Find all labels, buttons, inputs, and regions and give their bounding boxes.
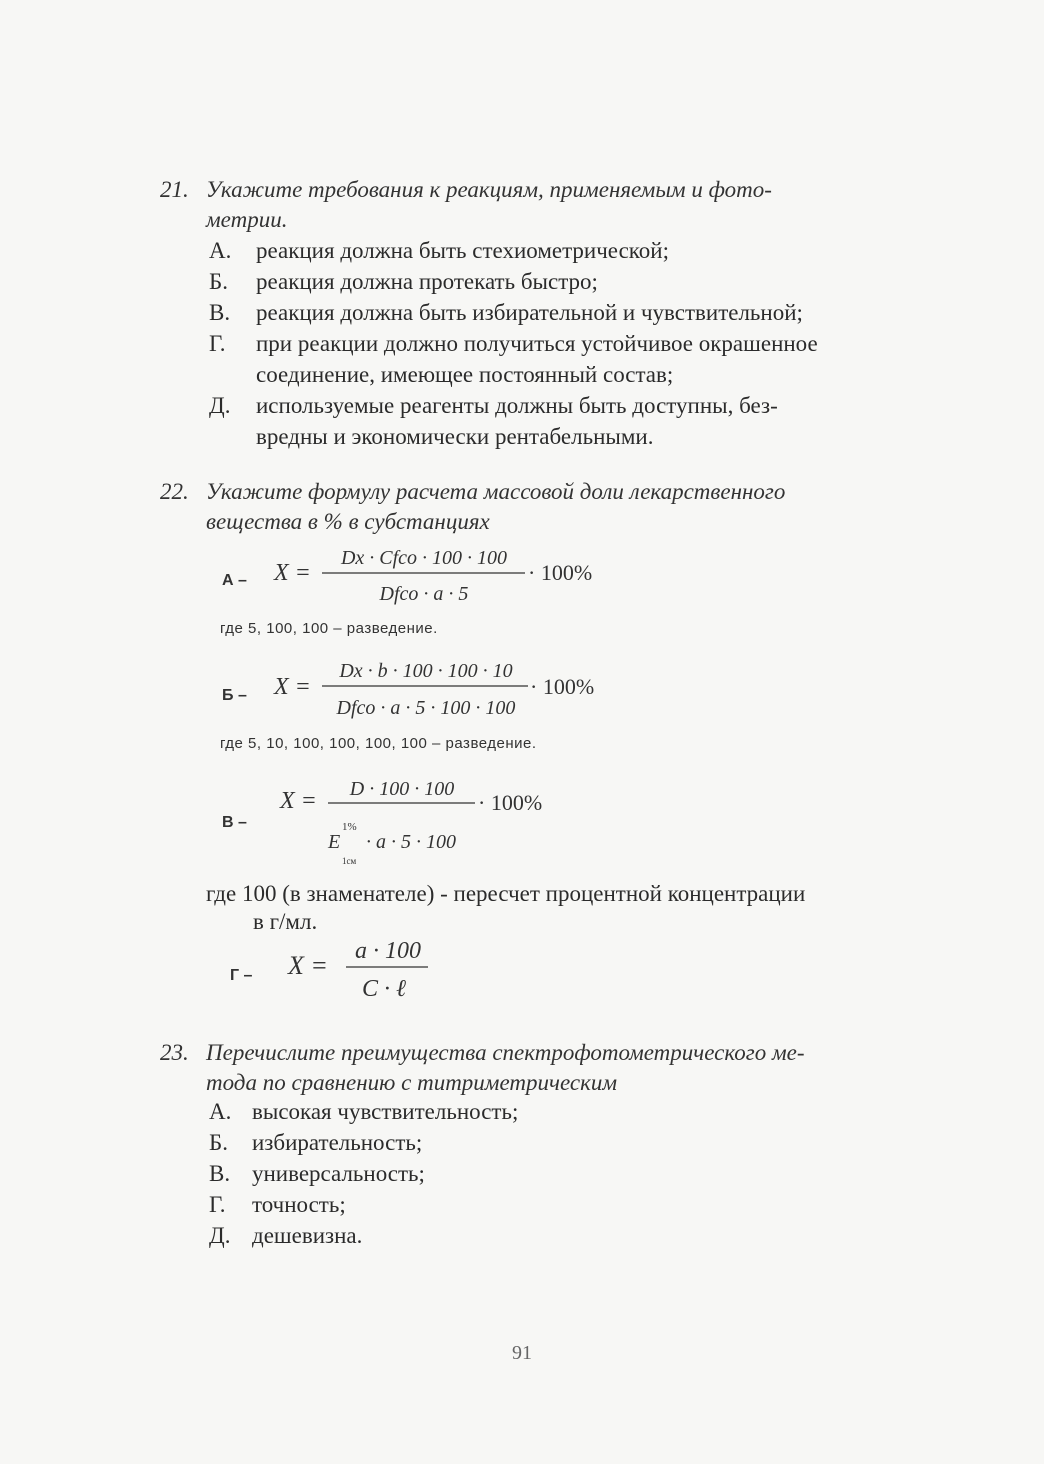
option-text: универсальность; — [252, 1161, 425, 1186]
formula-denominator: Dfco · a · 5 — [379, 583, 469, 605]
option-text: высокая чувствительность; — [252, 1099, 519, 1124]
question-number: 22. — [160, 479, 189, 504]
question-title-line: Перечислите преимущества спектрофотометрического ме- — [206, 1040, 805, 1065]
option-text: реакция должна протекать быстро; — [256, 269, 598, 294]
formula-tail: · 100% — [478, 790, 543, 815]
question-number: 21. — [160, 177, 189, 202]
formula-a — [270, 540, 610, 610]
formula-lhs: X = — [288, 951, 328, 980]
formula-a-label: А – — [222, 572, 247, 589]
option-letter: Б. — [209, 1130, 228, 1155]
formula-c-label: В – — [222, 814, 247, 831]
formula-numerator: a · 100 — [355, 938, 421, 964]
formula-denominator-superscript: 1% — [342, 821, 357, 833]
option-letter: Д. — [209, 393, 231, 418]
formula-numerator: Dx · Cfco · 100 · 100 — [340, 547, 508, 569]
formula-lhs: X = — [274, 560, 311, 586]
formula-denominator-e: E — [328, 831, 341, 853]
option-text: реакция должна быть избирательной и чувствительной; — [256, 300, 803, 325]
formula-lhs: X = — [274, 674, 311, 700]
formula-tail: · 100% — [530, 674, 595, 699]
formula-d-label: Г – — [230, 967, 253, 984]
formula-c — [270, 770, 570, 870]
formula-denominator-rest: · a · 5 · 100 — [366, 831, 456, 853]
option-text: вредны и экономически рентабельными. — [256, 424, 654, 449]
option-letter: Д. — [209, 1223, 231, 1248]
option-letter: А. — [209, 238, 232, 263]
formula-b-label: Б – — [222, 687, 247, 704]
option-letter: Г. — [209, 331, 226, 356]
formula-a-note: где 5, 100, 100 – разведение. — [220, 620, 438, 637]
option-letter: Г. — [209, 1192, 226, 1217]
option-text: дешевизна. — [252, 1223, 363, 1248]
option-text: при реакции должно получиться устойчивое окрашенное — [256, 331, 818, 356]
question-title-line: вещества в % в субстанциях — [206, 509, 490, 534]
option-text: точность; — [252, 1192, 346, 1217]
question-title-line: тода по сравнению с титриметрическим — [206, 1070, 618, 1095]
option-letter: В. — [209, 300, 231, 325]
formula-c-note: в г/мл. — [253, 909, 318, 934]
option-text: используемые реагенты должны быть доступны, без- — [256, 393, 778, 418]
formula-lhs: X = — [280, 788, 317, 814]
option-text: соединение, имеющее постоянный состав; — [256, 362, 674, 387]
question-title-line: Укажите формулу расчета массовой доли лекарственного — [206, 479, 786, 504]
option-letter: Б. — [209, 269, 228, 294]
page-number: 91 — [512, 1342, 532, 1364]
formula-b — [270, 652, 610, 724]
formula-b-note: где 5, 10, 100, 100, 100, 100 – разведение. — [220, 735, 537, 752]
formula-denominator-subscript: 1см — [342, 856, 357, 866]
option-text: избирательность; — [252, 1130, 423, 1155]
option-letter: А. — [209, 1099, 232, 1124]
formula-d — [280, 930, 450, 1010]
question-title-line: Укажите требования к реакциям, применяемым и фото- — [206, 177, 772, 202]
formula-c-note: где 100 (в знаменателе) - пересчет процентной концентрации — [206, 881, 806, 906]
formula-numerator: D · 100 · 100 — [349, 778, 455, 800]
question-title-line: метрии. — [206, 207, 288, 232]
formula-tail: · 100% — [528, 560, 593, 585]
formula-denominator: C · ℓ — [361, 976, 407, 1002]
option-letter: В. — [209, 1161, 231, 1186]
question-number: 23. — [160, 1040, 189, 1065]
option-text: реакция должна быть стехиометрической; — [256, 238, 670, 263]
formula-denominator: Dfco · a · 5 · 100 · 100 — [336, 697, 516, 719]
formula-numerator: Dx · b · 100 · 100 · 10 — [339, 660, 513, 682]
